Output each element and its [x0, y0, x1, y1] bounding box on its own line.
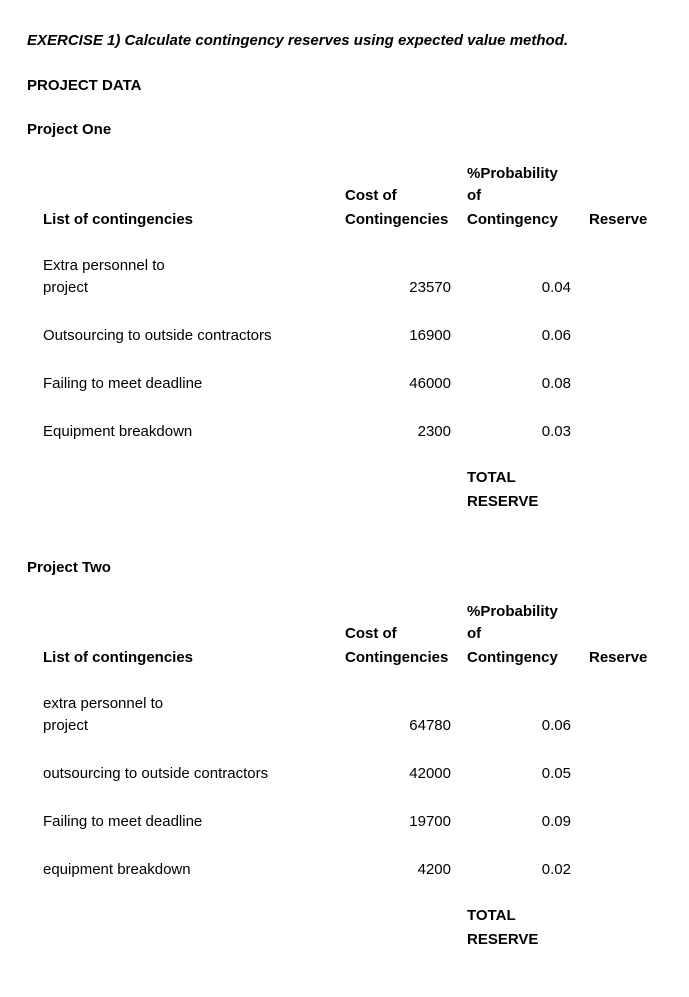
header-prob-line1: %Probability — [467, 603, 558, 620]
row-cost: 46000 — [409, 375, 451, 392]
row-label: equipment breakdown — [43, 861, 191, 878]
row-cost: 19700 — [409, 813, 451, 830]
row-label-line1: Extra personnel to — [43, 257, 165, 274]
row-prob: 0.02 — [541, 861, 571, 878]
row-prob: 0.05 — [541, 765, 571, 782]
row-label: Failing to meet deadline — [43, 375, 203, 392]
total-reserve-line2: RESERVE — [467, 931, 539, 948]
project-one-title: Project One — [27, 121, 112, 138]
row-label-line2: project — [43, 279, 89, 296]
total-reserve-line1: TOTAL — [467, 907, 516, 924]
header-cost-line2: Contingencies — [345, 211, 449, 228]
row-label: Outsourcing to outside contractors — [43, 327, 272, 344]
header-list-of-contingencies: List of contingencies — [43, 649, 194, 666]
row-prob: 0.09 — [541, 813, 571, 830]
header-prob-line3: Contingency — [467, 649, 558, 666]
row-label: Equipment breakdown — [43, 423, 193, 440]
header-cost-line1: Cost of — [345, 625, 397, 642]
row-prob: 0.04 — [541, 279, 571, 296]
row-label: Failing to meet deadline — [43, 813, 203, 830]
row-cost: 64780 — [409, 717, 451, 734]
row-cost: 2300 — [417, 423, 451, 440]
row-prob: 0.03 — [541, 423, 571, 440]
header-reserve: Reserve — [589, 649, 648, 666]
row-prob: 0.08 — [541, 375, 571, 392]
exercise-title: EXERCISE 1) Calculate contingency reserves using expected value method. — [27, 32, 569, 49]
row-prob: 0.06 — [541, 327, 571, 344]
total-reserve-line2: RESERVE — [467, 493, 539, 510]
header-list-of-contingencies: List of contingencies — [43, 211, 194, 228]
row-label-line1: extra personnel to — [43, 695, 164, 712]
row-prob: 0.06 — [541, 717, 571, 734]
row-cost: 42000 — [409, 765, 451, 782]
project-two-title: Project Two — [27, 559, 111, 576]
header-cost-line1: Cost of — [345, 187, 397, 204]
header-prob-line2: of — [467, 625, 482, 642]
header-reserve: Reserve — [589, 211, 648, 228]
header-prob-line3: Contingency — [467, 211, 558, 228]
row-cost: 4200 — [417, 861, 451, 878]
row-cost: 23570 — [409, 279, 451, 296]
header-prob-line2: of — [467, 187, 482, 204]
header-prob-line1: %Probability — [467, 165, 558, 182]
row-label: outsourcing to outside contractors — [43, 765, 269, 782]
header-cost-line2: Contingencies — [345, 649, 449, 666]
row-label-line2: project — [43, 717, 89, 734]
row-cost: 16900 — [409, 327, 451, 344]
total-reserve-line1: TOTAL — [467, 469, 516, 486]
section-heading: PROJECT DATA — [27, 77, 142, 94]
